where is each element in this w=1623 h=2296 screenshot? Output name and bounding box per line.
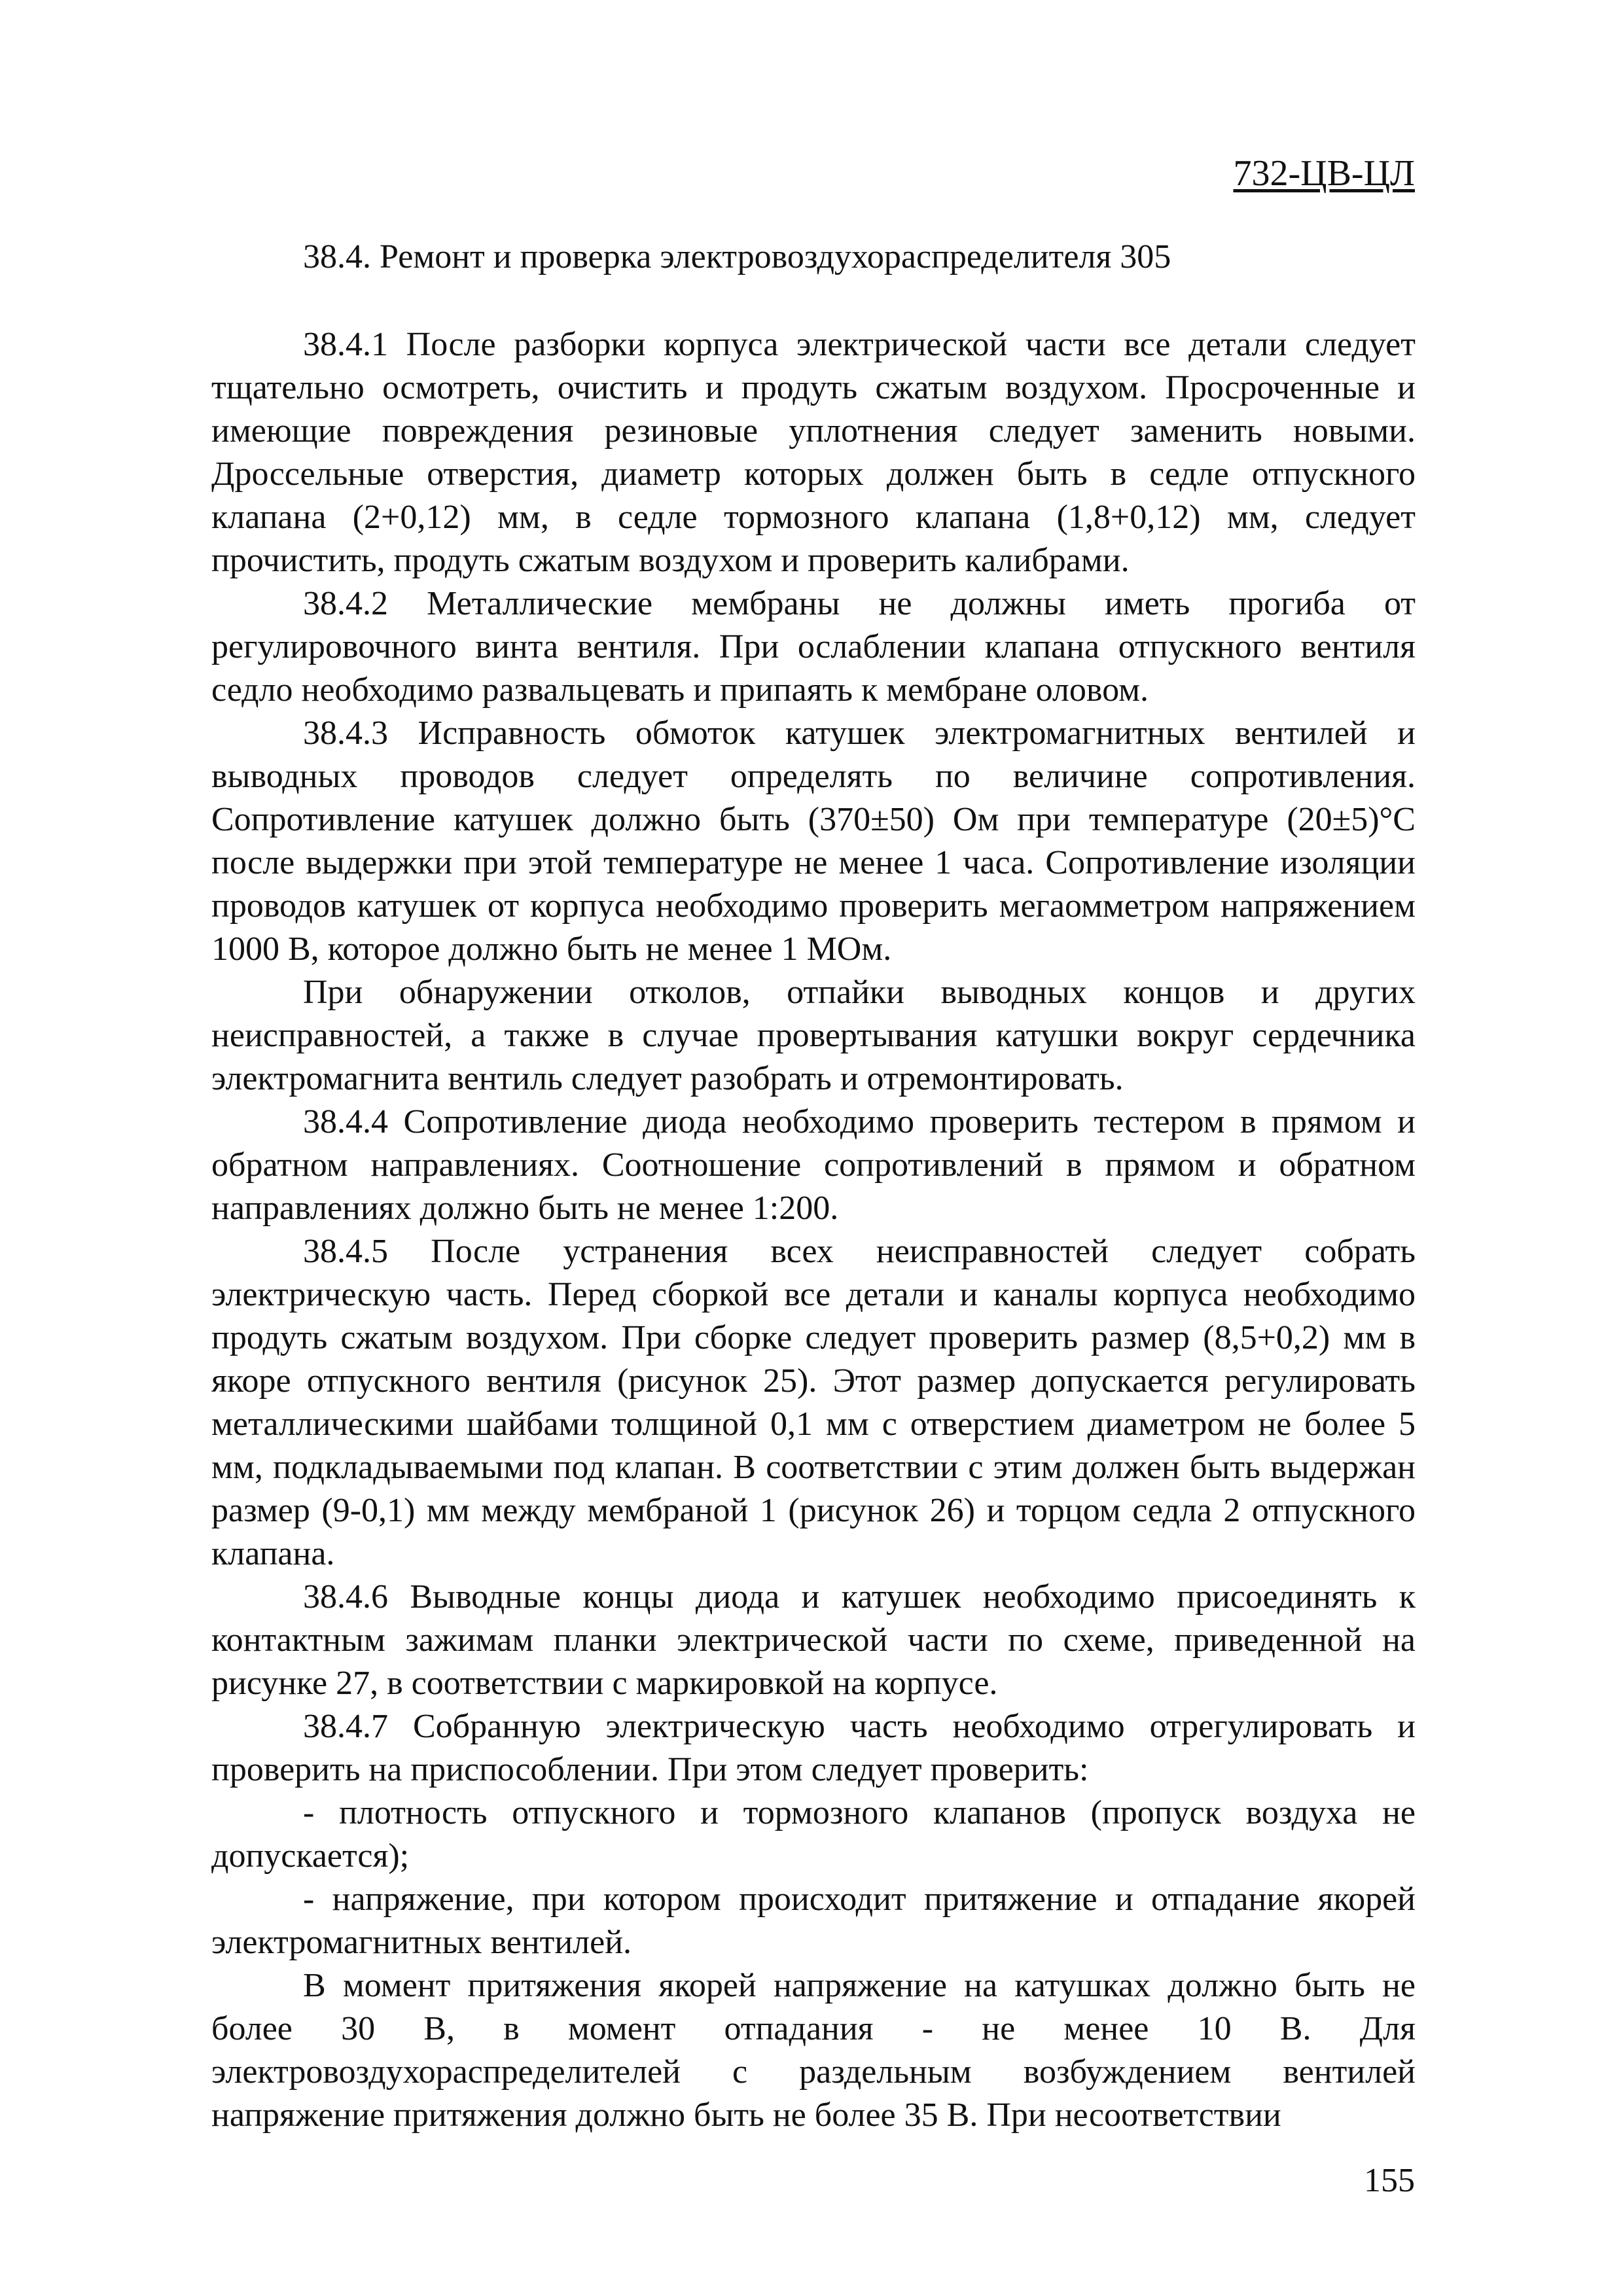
paragraph-38-4-2: 38.4.2 Металлические мембраны не должны иметь прогиба от регулировочного винта вентиля. При ослаблении клапана отпускного вентиля седло необходимо развальцевать и припаять к мембране оловом. <box>211 585 1416 709</box>
document-code: 732-ЦВ-ЦЛ <box>1233 153 1415 194</box>
paragraph-38-4-6: 38.4.6 Выводные концы диода и катушек необходимо присоединять к контактным зажимам планки электрической части по схеме, приведенной на рисунке 27, в соответствии с маркировкой на корпусе. <box>211 1578 1416 1702</box>
paragraph-38-4-5: 38.4.5 После устранения всех неисправностей следует собрать электрическую часть. Перед сборкой все детали и каналы корпуса необходимо продуть сжатым воздухом. При сборке следует проверить размер (8,5+0,2) мм в якоре отпускного вентиля (рисунок 25). Этот размер допускается регулировать металлическими шайбами толщиной 0,1 мм с отверстием диаметром не более 5 мм, подкладываемыми под клапан. В соответствии с этим должен быть выдержан размер (9-0,1) мм между мембраной 1 (рисунок 26) и торцом седла 2 отпускного клапана. <box>211 1233 1416 1572</box>
paragraph-38-4-7: 38.4.7 Собранную электрическую часть необходимо отрегулировать и проверить на приспособлении. При этом следует проверить: <box>211 1708 1416 1788</box>
section-title: 38.4. Ремонт и проверка электровоздухораспределителя 305 <box>303 238 1171 275</box>
paragraph-voltage-limits: В момент притяжения якорей напряжение на катушках должно быть не более 30 В, в момент отпадания - не менее 10 В. Для электровоздухораспределителей с раздельным возбуждением вентилей напряжение притяжения должно быть не более 35 В. При несоответствии <box>211 1967 1416 2134</box>
body-text <box>211 236 1416 2137</box>
list-item-voltage: - напряжение, при котором происходит притяжение и отпадание якорей электромагнитных вентилей. <box>211 1881 1416 1961</box>
page-number: 155 <box>1364 2162 1415 2199</box>
paragraph-38-4-4: 38.4.4 Сопротивление диода необходимо проверить тестером в прямом и обратном направлениях. Соотношение сопротивлений в прямом и обратном направлениях должно быть не менее 1:200. <box>211 1103 1416 1227</box>
paragraph-defects: При обнаружении отколов, отпайки выводных концов и других неисправностей, а также в случае провертывания катушки вокруг сердечника электромагнита вентиль следует разобрать и отремонтировать. <box>211 974 1416 1097</box>
paragraph-38-4-1: 38.4.1 После разборки корпуса электрической части все детали следует тщательно осмотреть, очистить и продуть сжатым воздухом. Просроченные и имеющие повреждения резиновые уплотнения следует заменить новыми. Дроссельные отверстия, диаметр которых должен быть в седле отпускного клапана (2+0,12) мм, в седле тормозного клапана (1,8+0,12) мм, следует прочистить, продуть сжатым воздухом и проверить калибрами. <box>211 326 1416 579</box>
paragraph-38-4-3: 38.4.3 Исправность обмоток катушек электромагнитных вентилей и выводных проводов следует определять по величине сопротивления. Сопротивление катушек должно быть (370±50) Ом при температуре (20±5)°С после выдержки при этой температуре не менее 1 часа. Сопротивление изоляции проводов катушек от корпуса необходимо проверить мегаомметром напряжением 1000 В, которое должно быть не менее 1 МОм. <box>211 715 1416 968</box>
list-item-valve-tightness: - плотность отпускного и тормозного клапанов (пропуск воздуха не допускается); <box>211 1794 1416 1875</box>
